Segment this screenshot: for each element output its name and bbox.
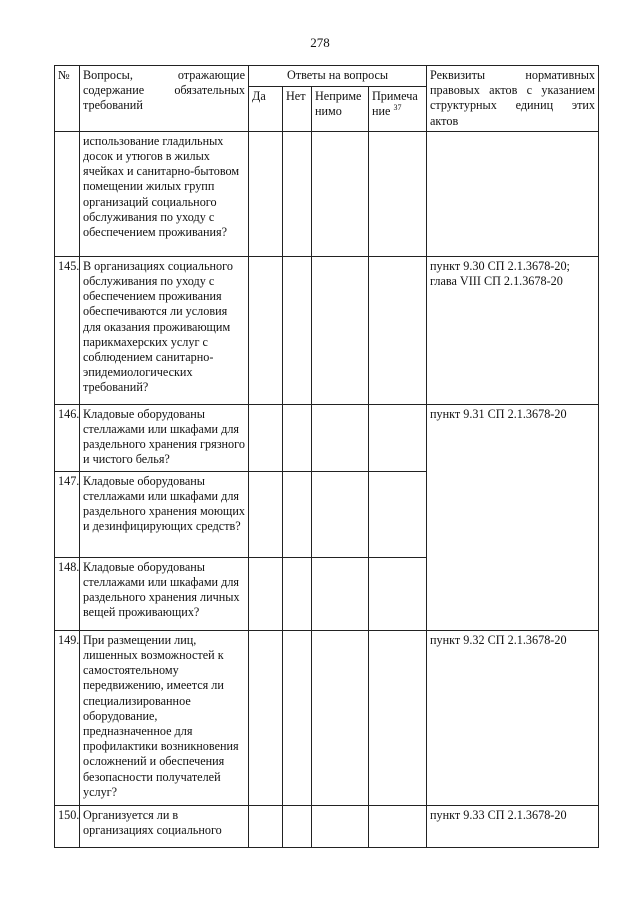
answer-yes-cell[interactable] [249,805,283,847]
answer-no-cell[interactable] [283,131,312,256]
answer-no-cell[interactable] [283,471,312,557]
header-number: № [55,66,80,132]
answer-yes-cell[interactable] [249,256,283,404]
answer-note-cell[interactable] [369,805,427,847]
footnote-marker: 37 [393,103,402,113]
row-question: использование гладильных досок и утюгов в жилых ячейках и санитарно-бытовом помещении жилых групп организаций социального обслуживания по уходу с обеспечением проживания? [80,131,249,256]
answer-not-applicable-cell[interactable] [312,630,369,805]
row-number: 150. [55,805,80,847]
answer-not-applicable-cell[interactable] [312,557,369,630]
answer-not-applicable-cell[interactable] [312,131,369,256]
header-yes: Да [249,87,283,132]
header-question: Вопросы, отражающие содержание обязательных требований [80,66,249,132]
header-legal-references: Реквизиты нормативных правовых актов с указанием структурных единиц этих актов [427,66,599,132]
row-question: Организуется ли в организациях социального [80,805,249,847]
row-number: 147. [55,471,80,557]
answer-note-cell[interactable] [369,256,427,404]
answer-no-cell[interactable] [283,404,312,471]
header-note: Примеча ние $^{37}$ [369,87,427,132]
row-question: При размещении лиц, лишенных возможностей к самостоятельному передвижению, имеется ли специализированное оборудование, предназначенное для профилактики возникновения осложнений и обеспечения безопасности получателей услуг? [80,630,249,805]
answer-no-cell[interactable] [283,805,312,847]
answer-not-applicable-cell[interactable] [312,471,369,557]
checklist-table [54,65,599,848]
header-no: Нет [283,87,312,132]
row-number: 148. [55,557,80,630]
row-number: 149. [55,630,80,805]
row-legal-reference: пункт 9.33 СП 2.1.3678-20 [427,805,599,847]
answer-yes-cell[interactable] [249,404,283,471]
row-question: Кладовые оборудованы стеллажами или шкафами для раздельного хранения грязного и чистого белья? [80,404,249,471]
row-number [55,131,80,256]
header-answers: Ответы на вопросы [249,66,427,87]
row-legal-reference: пункт 9.32 СП 2.1.3678-20 [427,630,599,805]
table-row [55,404,599,471]
answer-yes-cell[interactable] [249,557,283,630]
answer-not-applicable-cell[interactable] [312,404,369,471]
header-not-applicable: Неприме нимо [312,87,369,132]
row-number: 145. [55,256,80,404]
table-row [55,630,599,805]
row-question: Кладовые оборудованы стеллажами или шкафами для раздельного хранения моющих и дезинфицирующих средств? [80,471,249,557]
table-row [55,131,599,256]
answer-no-cell[interactable] [283,256,312,404]
answer-note-cell[interactable] [369,557,427,630]
answer-note-cell[interactable] [369,404,427,471]
row-number: 146. [55,404,80,471]
table-row [55,805,599,847]
answer-yes-cell[interactable] [249,131,283,256]
row-legal-reference: пункт 9.30 СП 2.1.3678-20; глава VIII СП 2.1.3678-20 [427,256,599,404]
header-row [55,66,599,87]
row-legal-reference [427,131,599,256]
answer-note-cell[interactable] [369,630,427,805]
row-question: В организациях социального обслуживания по уходу с обеспечением проживания обеспечиваются ли условия для оказания проживающим парикмахерских услуг с соблюдением санитарно-эпидемиологических требований? [80,256,249,404]
row-question: Кладовые оборудованы стеллажами или шкафами для раздельного хранения личных вещей проживающих? [80,557,249,630]
answer-yes-cell[interactable] [249,630,283,805]
page-number: 278 [310,35,330,50]
answer-note-cell[interactable] [369,131,427,256]
answer-note-cell[interactable] [369,471,427,557]
table-row [55,256,599,404]
answer-not-applicable-cell[interactable] [312,256,369,404]
answer-no-cell[interactable] [283,630,312,805]
row-legal-reference: пункт 9.31 СП 2.1.3678-20 [427,404,599,630]
answer-no-cell[interactable] [283,557,312,630]
answer-yes-cell[interactable] [249,471,283,557]
answer-not-applicable-cell[interactable] [312,805,369,847]
